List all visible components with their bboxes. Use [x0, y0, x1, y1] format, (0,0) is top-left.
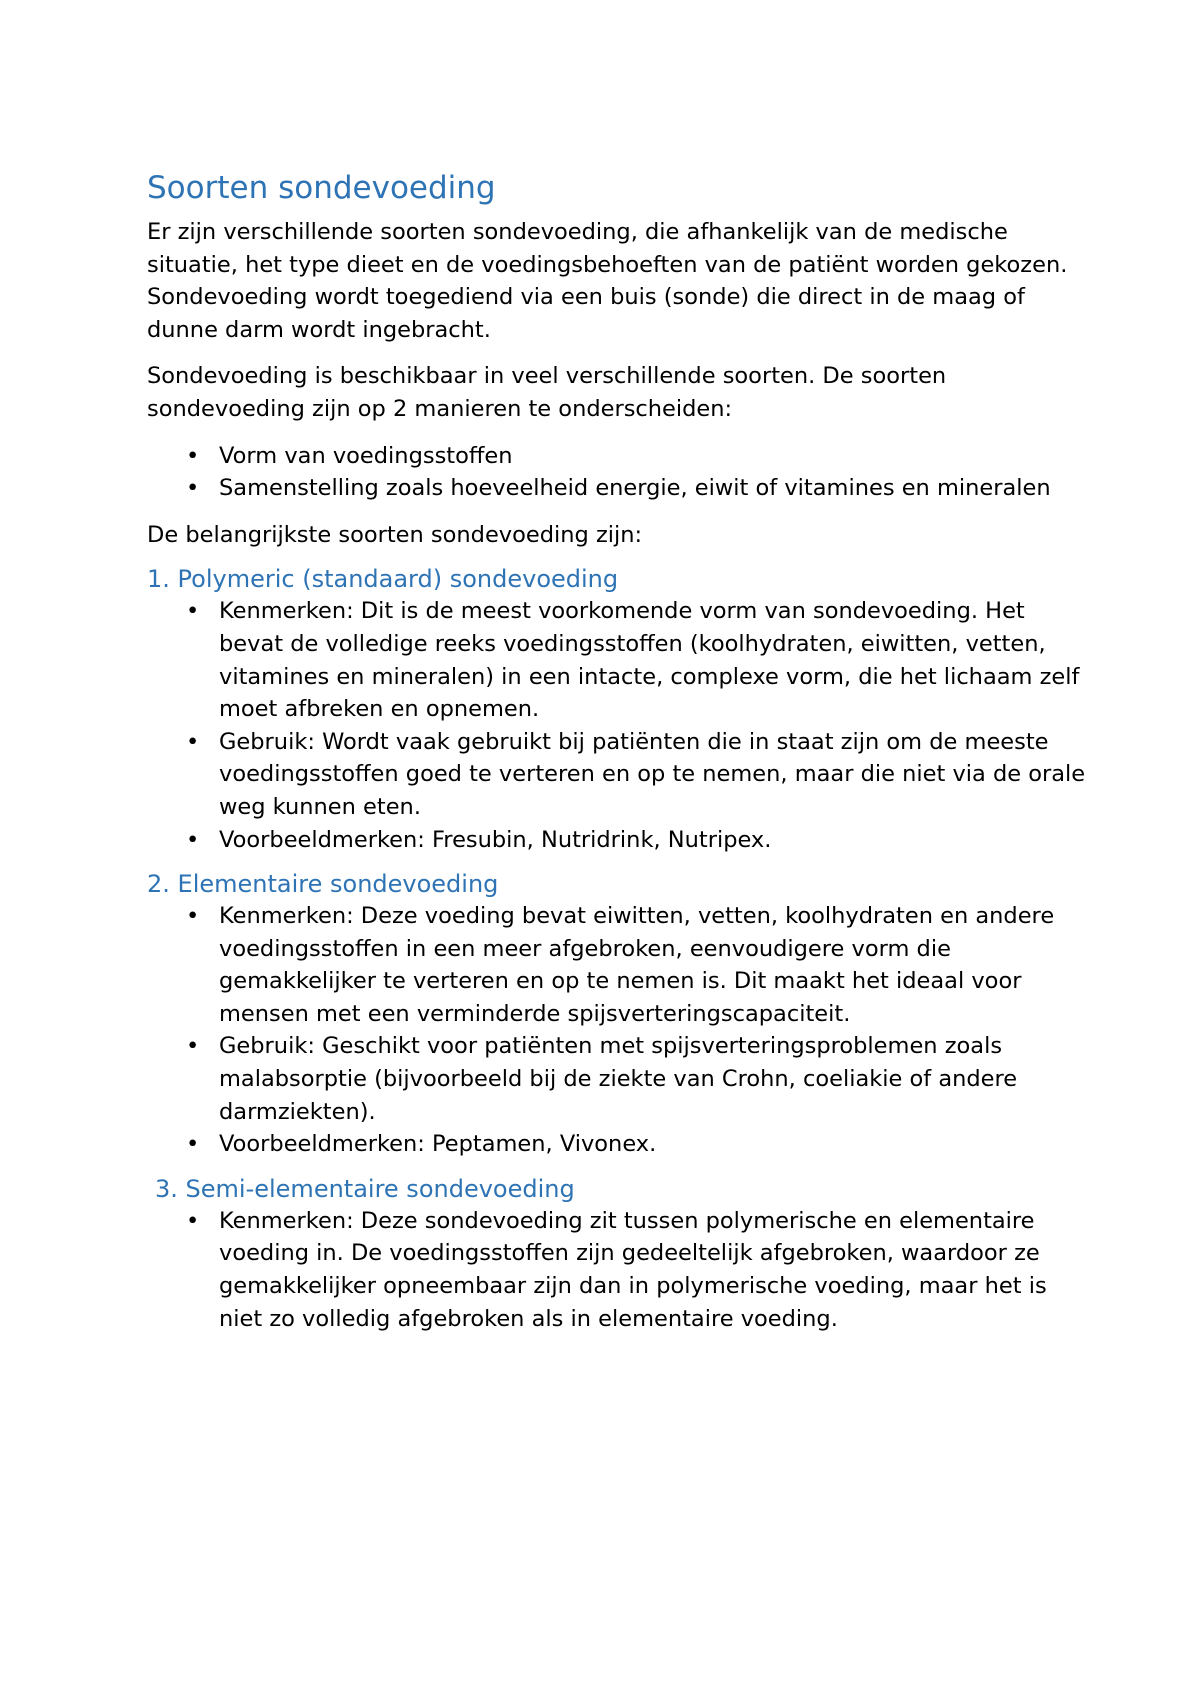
list-item-text: Gebruik: Geschikt voor patiënten met spijsverteringsproblemen zoals malabsorptie (bijvoorbeeld bij de ziekte van Crohn, coeliakie of andere darmziekten). [219, 1033, 1018, 1125]
section-heading-polymeric: 1. Polymeric (standaard) sondevoeding [147, 565, 619, 594]
list-item-text: Samenstelling zoals hoeveelheid energie, eiwit of vitamines en mineralen [219, 475, 1051, 502]
list-item [147, 1205, 1087, 1335]
list-item [147, 1030, 1087, 1128]
bullet-icon: • [186, 826, 200, 853]
section-heading-semi-elementaire: 3. Semi-elementaire sondevoeding [155, 1174, 575, 1203]
section-bullet-list [147, 900, 1087, 1161]
intro-paragraph-1: Er zijn verschillende soorten sondevoeding, die afhankelijk van de medische situatie, het type dieet en de voedingsbehoeften van de patiënt worden gekozen. Sondevoeding wordt toegediend via een buis (sonde) die direct in de maag of dunne darm wordt ingebracht. [147, 219, 1068, 343]
bullet-icon: • [186, 1131, 200, 1158]
document-title: Soorten sondevoeding [147, 170, 496, 206]
intro-bullet-list [147, 440, 1087, 505]
section-bullet-list [147, 1205, 1087, 1335]
list-item-text: Voorbeeldmerken: Peptamen, Vivonex. [219, 1131, 657, 1158]
list-item [147, 726, 1087, 824]
list-item [147, 472, 1087, 505]
intro-paragraph-3: De belangrijkste soorten sondevoeding zijn: [147, 521, 643, 548]
intro-paragraph-2: Sondevoeding is beschikbaar in veel verschillende soorten. De soorten sondevoeding zijn op 2 manieren te onderscheiden: [147, 363, 947, 422]
list-item-text: Kenmerken: Deze sondevoeding zit tussen polymerische en elementaire voeding in. De voedingsstoffen zijn gedeeltelijk afgebroken, waardoor ze gemakkelijker opneembaar zijn dan in polymerische voeding, maar het is niet zo volledig afgebroken als in elementaire voeding. [219, 1207, 1047, 1332]
list-item-text: Gebruik: Wordt vaak gebruikt bij patiënten die in staat zijn om de meeste voedingsstoffen goed te verteren en op te nemen, maar die niet via de orale weg kunnen eten. [219, 728, 1086, 820]
list-item-text: Voorbeeldmerken: Fresubin, Nutridrink, Nutripex. [219, 826, 772, 853]
list-item-text: Kenmerken: Deze voeding bevat eiwitten, vetten, koolhydraten en andere voedingsstoffen in een meer afgebroken, eenvoudigere vorm die gemakkelijker te verteren en op te nemen is. Dit maakt het ideaal voor mensen met een verminderde spijsverteringscapaciteit. [219, 903, 1055, 1027]
list-item-text: Vorm van voedingsstoffen [219, 442, 513, 469]
list-item [147, 900, 1087, 1030]
list-item [147, 824, 1087, 857]
list-item [147, 595, 1087, 725]
bullet-icon: • [186, 1207, 200, 1234]
document-page [147, 168, 1087, 1335]
bullet-icon: • [186, 442, 200, 469]
section-bullet-list [147, 595, 1087, 856]
list-item-text: Kenmerken: Dit is de meest voorkomende vorm van sondevoeding. Het bevat de volledige reeks voedingsstoffen (koolhydraten, eiwitten, vetten, vitamines en mineralen) in een intacte, complexe vorm, die het lichaam zelf moet afbreken en opnemen. [219, 598, 1080, 723]
section-heading-elementaire: 2. Elementaire sondevoeding [147, 870, 499, 899]
bullet-icon: • [186, 475, 200, 502]
list-item [147, 440, 1087, 473]
list-item [147, 1128, 1087, 1161]
bullet-icon: • [186, 1033, 200, 1060]
bullet-icon: • [186, 598, 200, 625]
bullet-icon: • [186, 903, 200, 930]
bullet-icon: • [186, 728, 200, 755]
